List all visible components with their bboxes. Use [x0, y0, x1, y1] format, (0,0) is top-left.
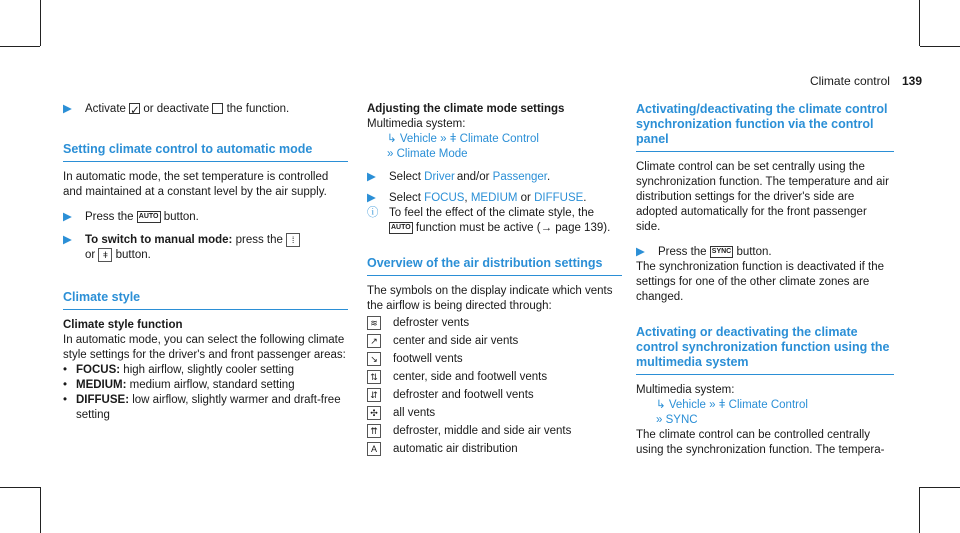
step-arrow-icon: ▶: [367, 171, 376, 183]
column-3: [636, 102, 894, 458]
paragraph-sync-deactivated: The synchronization function is deactivated if the settings for one of the other climate zones are changed.: [636, 261, 885, 303]
paragraph-auto: In automatic mode, the set temperature is controlled and maintained at a constant level by the air supply.: [63, 171, 329, 198]
chevron-icon: »: [440, 133, 447, 145]
info-note: ⓘ To feel the effect of the climate style, the AUTO function must be active (→ page 139).: [367, 207, 611, 234]
paragraph-overview: The symbols on the display indicate which vents the airflow is being directed through:: [367, 285, 613, 312]
chevron-icon: »: [709, 399, 716, 411]
step-arrow-icon: ▶: [367, 192, 376, 204]
paragraph-style: In automatic mode, you can select the following climate style settings for the driver's and front passenger areas:: [63, 334, 346, 362]
center-footwell-icon: ⇅: [367, 370, 381, 384]
crop-mark: [0, 487, 40, 488]
fan-diffuse-icon: ǂ: [98, 248, 112, 262]
fan-icon: ǂ: [718, 399, 726, 411]
step-select-zone: ▶ Select Driver and/or Passenger.: [367, 171, 551, 183]
crop-mark: [40, 0, 41, 46]
heading-style-function: Climate style function: [63, 319, 183, 332]
symbol-row: ⇅ center, side and footwell vents: [367, 368, 622, 386]
auto-button-icon: AUTO: [137, 211, 161, 223]
menu-path: ↳ Vehicle » ǂ Climate Control » SYNC: [656, 399, 808, 426]
step-arrow-icon: ▶: [63, 234, 72, 246]
auto-button-icon: AUTO: [389, 222, 413, 234]
column-2: [367, 102, 622, 458]
list-item: • DIFFUSE: low airflow, slightly warmer and draft-free setting: [63, 393, 348, 423]
fan-focus-icon: ⁞: [286, 233, 300, 247]
list-item: • MEDIUM: medium airflow, standard setting: [63, 378, 348, 393]
crop-mark: [920, 487, 960, 488]
step-manual: ▶ To switch to manual mode: press the ⁞ or ǂ button.: [63, 233, 348, 263]
list-item: • FOCUS: high airflow, slightly cooler setting: [63, 363, 348, 378]
heading-overview: Overview of the air distribution settings: [367, 256, 603, 270]
paragraph-end: The climate control can be controlled centrally using the synchronization function. The tempera-: [636, 429, 885, 456]
multimedia-label: Multimedia system:: [636, 384, 735, 396]
symbol-row: ↘ footwell vents: [367, 350, 622, 368]
crop-mark: [920, 46, 960, 47]
page-header: [810, 74, 922, 89]
step-arrow-icon: ▶: [63, 211, 72, 223]
paragraph-sync: Climate control can be set centrally using the synchronization function. The temperature and air distribution settings for the driver's side are adopted automatically for the front passenger side.: [636, 161, 889, 233]
column-1: [63, 102, 348, 423]
symbol-row: ⇵ defroster and footwell vents: [367, 386, 622, 404]
path-arrow-icon: ↳: [387, 133, 397, 145]
step-arrow-icon: ▶: [63, 103, 72, 115]
symbol-row: A automatic air distribution: [367, 440, 622, 458]
footwell-icon: ↘: [367, 352, 381, 366]
step-activate: ▶ Activate ✓ or deactivate the function.: [63, 103, 290, 118]
multimedia-label: Multimedia system:: [367, 118, 466, 130]
all-vents-icon: ✣: [367, 406, 381, 420]
checkbox-checked-icon: ✓: [130, 105, 140, 118]
symbol-row: ✣ all vents: [367, 404, 622, 422]
defroster-icon: ≋: [367, 316, 381, 330]
step-press-auto: ▶ Press the AUTO button.: [63, 211, 199, 223]
section-title: Climate control: [809, 74, 890, 88]
step-arrow-icon: ▶: [636, 246, 645, 258]
symbol-row: ↗ center and side air vents: [367, 332, 622, 350]
crop-mark: [919, 487, 920, 533]
checkbox-empty-icon: [212, 103, 223, 114]
heading-setting-auto: Setting climate control to automatic mode: [63, 142, 313, 156]
defroster-footwell-icon: ⇵: [367, 388, 381, 402]
crop-mark: [919, 0, 920, 46]
step-press-sync: ▶ Press the SYNC button.: [636, 246, 772, 258]
crop-mark: [40, 487, 41, 533]
menu-path: ↳ Vehicle » ǂ Climate Control » Climate Mode: [387, 133, 539, 160]
chevron-icon: »: [387, 148, 394, 160]
info-icon: ⓘ: [367, 207, 379, 219]
chevron-icon: »: [656, 414, 663, 426]
heading-sync-panel: Activating/deactivating the climate control synchronization function via the control panel: [636, 102, 888, 146]
symbol-row: ⇈ defroster, middle and side air vents: [367, 422, 622, 440]
heading-climate-style: Climate style: [63, 290, 141, 305]
center-vents-icon: ↗: [367, 334, 381, 348]
symbol-row: ≋ defroster vents: [367, 314, 622, 332]
heading-adjust: Adjusting the climate mode settings: [367, 103, 565, 115]
path-arrow-icon: ↳: [656, 399, 666, 411]
page-number: 139: [901, 74, 922, 88]
fan-icon: ǂ: [449, 133, 457, 145]
page-ref-arrow-icon: →: [540, 222, 553, 234]
crop-mark: [0, 46, 40, 47]
step-select-style: ▶ Select FOCUS, MEDIUM or DIFFUSE.: [367, 192, 587, 204]
heading-sync-multimedia: Activating or deactivating the climate control synchronization function using the multimedia system: [636, 325, 890, 369]
auto-distribution-icon: A: [367, 442, 381, 456]
sync-button-icon: SYNC: [710, 246, 733, 258]
defroster-middle-icon: ⇈: [367, 424, 381, 438]
